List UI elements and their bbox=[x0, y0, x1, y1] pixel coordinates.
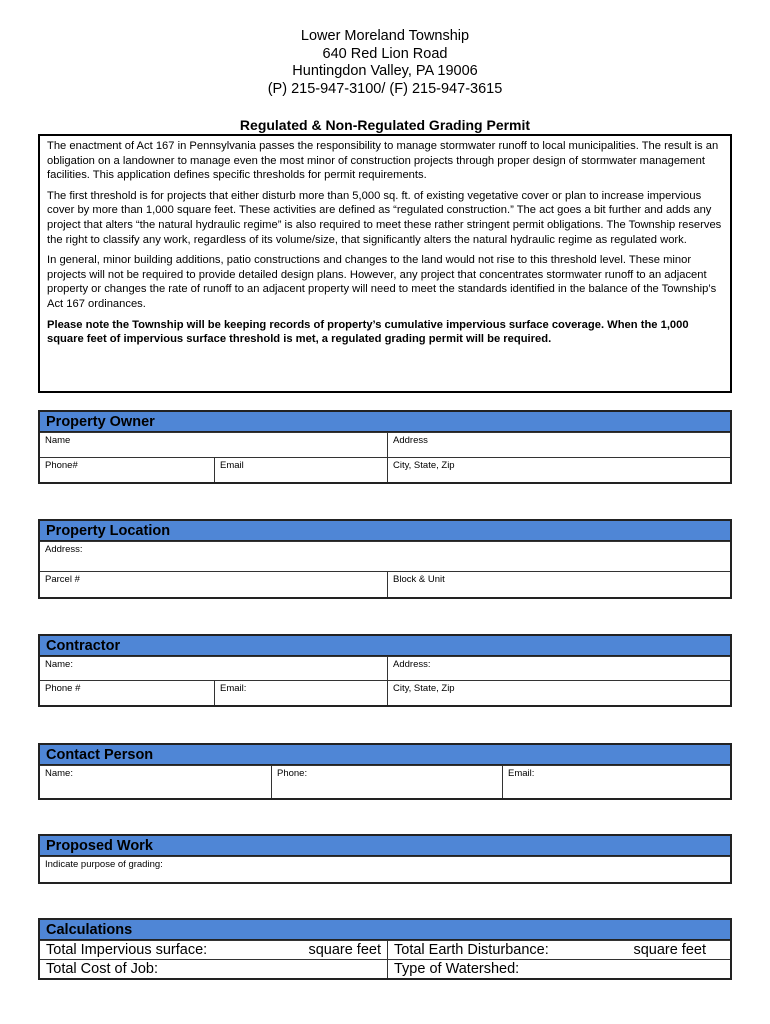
owner-email-field[interactable]: Email bbox=[214, 458, 387, 482]
township-name: Lower Moreland Township bbox=[300, 28, 470, 44]
township-city: Huntingdon Valley, PA 19006 bbox=[292, 63, 478, 79]
contractor-name-field[interactable]: Name: bbox=[45, 659, 73, 670]
contact-email-field[interactable]: Email: bbox=[502, 766, 730, 798]
contact-name-field[interactable]: Name: bbox=[45, 768, 73, 779]
property-location-section bbox=[38, 519, 732, 599]
watershed-label: Type of Watershed: bbox=[394, 961, 520, 977]
section-title: Proposed Work bbox=[40, 836, 730, 856]
section-title: Property Owner bbox=[40, 412, 730, 432]
unit-label: square feet bbox=[633, 942, 706, 958]
section-title: Contact Person bbox=[40, 745, 730, 765]
township-street: 640 Red Lion Road bbox=[322, 45, 448, 62]
proposed-work-section bbox=[38, 834, 732, 884]
owner-address-field[interactable]: Address bbox=[387, 433, 730, 457]
intro-paragraph: The first threshold is for projects that either disturb more than 5,000 sq. ft. of existing vegetative cover or plan to increase impervious cover by more than 1,000 square feet. These activities are defined as “regulated construction.” The act goes a bit further and adds any project that alters “the natural hydraulic regime” is also required to meet these rather stringent permit obligations. The Township reserves the right to classify any work, regardless of its volume/size, that significantly alters the natural hydraulic regime as regulated work. bbox=[47, 189, 722, 246]
impervious-surface-field[interactable] bbox=[40, 941, 387, 959]
form-title: Regulated & Non-Regulated Grading Permit bbox=[239, 117, 531, 133]
contractor-email-field[interactable]: Email: bbox=[214, 681, 387, 705]
contractor-address-field[interactable]: Address: bbox=[387, 657, 730, 680]
grading-purpose-field[interactable]: Indicate purpose of grading: bbox=[45, 859, 163, 870]
section-title: Contractor bbox=[40, 636, 730, 656]
total-cost-label: Total Cost of Job: bbox=[46, 961, 159, 977]
watershed-field[interactable] bbox=[387, 960, 730, 978]
intro-notice: Please note the Township will be keeping records of property’s cumulative impervious surface coverage. When the 1,000 square feet of impervious surface threshold is met, a regulated grading permit will be required. bbox=[47, 318, 689, 346]
township-phone: (P) 215-947-3100/ (F) 215-947-3615 bbox=[267, 80, 503, 97]
block-unit-field[interactable]: Block & Unit bbox=[387, 572, 730, 597]
owner-phone-field[interactable]: Phone# bbox=[45, 460, 78, 471]
contractor-city-field[interactable]: City, State, Zip bbox=[387, 681, 730, 705]
contractor-section bbox=[38, 634, 732, 707]
section-title: Property Location bbox=[40, 521, 730, 541]
calculations-section bbox=[38, 918, 732, 980]
location-address-field[interactable]: Address: bbox=[45, 544, 83, 555]
owner-city-field[interactable]: City, State, Zip bbox=[387, 458, 730, 482]
contact-person-section bbox=[38, 743, 732, 800]
property-owner-section bbox=[38, 410, 732, 484]
total-cost-field[interactable] bbox=[40, 960, 387, 978]
contact-phone-field[interactable]: Phone: bbox=[271, 766, 502, 798]
unit-label: square feet bbox=[308, 942, 381, 958]
impervious-surface-label: Total Impervious surface: bbox=[46, 942, 208, 958]
earth-disturbance-label: Total Earth Disturbance: bbox=[394, 942, 549, 958]
owner-name-field[interactable]: Name bbox=[45, 435, 71, 446]
intro-paragraph: The enactment of Act 167 in Pennsylvania passes the responsibility to manage stormwater runoff to local municipalities. The result is an obligation on a landowner to manage even the most minor of construction projects through proper design of stormwater management facilities. This application defines specific thresholds for permit requirements. bbox=[47, 140, 719, 182]
township-header bbox=[0, 28, 770, 98]
section-title: Calculations bbox=[40, 920, 730, 940]
intro-paragraph: In general, minor building additions, patio constructions and changes to the land would not rise to this threshold level. These minor projects will not be required to provide detailed design plans. However, any project that concentrates stormwater runoff to an adjacent property or changes the rate of runoff to an adjacent property will need to meet the standards identified in the balance of the Township’s Act 167 ordinances. bbox=[47, 254, 717, 310]
intro-box bbox=[38, 134, 732, 393]
parcel-field[interactable]: Parcel # bbox=[45, 574, 80, 585]
contractor-phone-field[interactable]: Phone # bbox=[45, 683, 81, 694]
earth-disturbance-field[interactable] bbox=[387, 941, 730, 959]
